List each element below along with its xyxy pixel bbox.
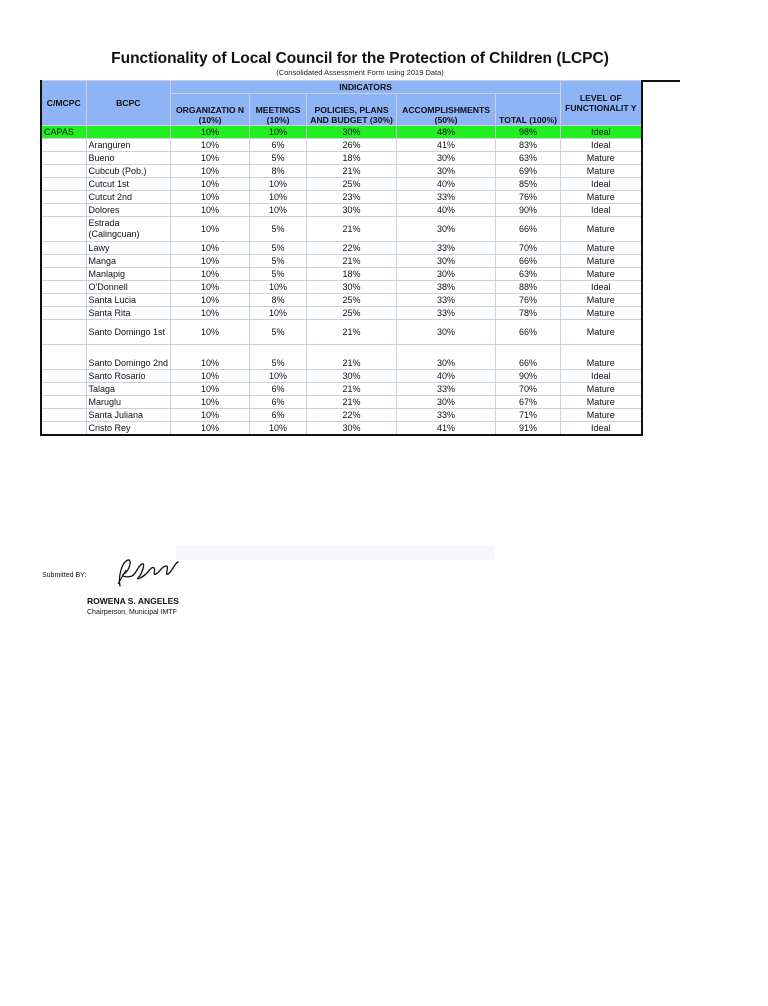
meetings-cell: 5%	[250, 320, 307, 345]
cmcpc-cell	[41, 281, 86, 294]
meetings-cell: 5%	[250, 152, 307, 165]
level-cell: Ideal	[561, 370, 642, 383]
cmcpc-cell	[41, 217, 86, 242]
cmcpc-cell	[41, 307, 86, 320]
table-row	[41, 152, 642, 165]
organization-cell: 10%	[171, 191, 250, 204]
bcpc-cell: Cutcut 1st	[86, 178, 171, 191]
cmcpc-cell	[41, 191, 86, 204]
policies-cell: 21%	[307, 320, 397, 345]
total-cell: 83%	[496, 139, 561, 152]
accomplishments-cell: 33%	[397, 242, 496, 255]
cmcpc-cell	[41, 320, 86, 345]
organization-cell: 10%	[171, 345, 250, 370]
signature-image	[112, 556, 184, 597]
accomplishments-cell: 40%	[397, 370, 496, 383]
policies-cell: 23%	[307, 191, 397, 204]
meetings-cell: 5%	[250, 268, 307, 281]
total-cell: 91%	[496, 422, 561, 436]
meetings-cell: 8%	[250, 165, 307, 178]
level-cell: Ideal	[561, 178, 642, 191]
table-row	[41, 345, 642, 370]
policies-cell: 30%	[307, 126, 397, 139]
level-cell: Ideal	[561, 126, 642, 139]
policies-cell: 25%	[307, 294, 397, 307]
bcpc-cell: Lawy	[86, 242, 171, 255]
table-row	[41, 281, 642, 294]
total-cell: 66%	[496, 345, 561, 370]
cmcpc-cell	[41, 204, 86, 217]
organization-cell: 10%	[171, 242, 250, 255]
level-cell: Mature	[561, 396, 642, 409]
accomplishments-cell: 41%	[397, 422, 496, 436]
organization-cell: 10%	[171, 255, 250, 268]
accomplishments-cell: 33%	[397, 409, 496, 422]
policies-cell: 21%	[307, 165, 397, 178]
level-cell: Ideal	[561, 281, 642, 294]
meetings-cell: 5%	[250, 255, 307, 268]
table-row	[41, 204, 642, 217]
organization-cell: 10%	[171, 409, 250, 422]
header-meetings: MEETINGS (10%)	[250, 94, 307, 126]
bcpc-cell: Manga	[86, 255, 171, 268]
accomplishments-cell: 30%	[397, 255, 496, 268]
signature-field-background	[176, 546, 494, 560]
total-cell: 66%	[496, 320, 561, 345]
level-cell: Mature	[561, 345, 642, 370]
organization-cell: 10%	[171, 204, 250, 217]
policies-cell: 25%	[307, 178, 397, 191]
organization-cell: 10%	[171, 152, 250, 165]
cmcpc-cell	[41, 178, 86, 191]
total-cell: 90%	[496, 370, 561, 383]
accomplishments-cell: 38%	[397, 281, 496, 294]
level-cell: Mature	[561, 320, 642, 345]
cmcpc-cell	[41, 242, 86, 255]
policies-cell: 22%	[307, 409, 397, 422]
organization-cell: 10%	[171, 281, 250, 294]
meetings-cell: 5%	[250, 345, 307, 370]
meetings-cell: 5%	[250, 217, 307, 242]
policies-cell: 21%	[307, 396, 397, 409]
bcpc-cell: Maruglu	[86, 396, 171, 409]
policies-cell: 21%	[307, 255, 397, 268]
meetings-cell: 6%	[250, 409, 307, 422]
level-cell: Mature	[561, 307, 642, 320]
total-cell: 76%	[496, 191, 561, 204]
policies-cell: 26%	[307, 139, 397, 152]
total-cell: 70%	[496, 242, 561, 255]
cmcpc-cell	[41, 139, 86, 152]
cmcpc-cell	[41, 294, 86, 307]
total-cell: 78%	[496, 307, 561, 320]
policies-cell: 30%	[307, 204, 397, 217]
table-row	[41, 370, 642, 383]
level-cell: Mature	[561, 268, 642, 281]
accomplishments-cell: 40%	[397, 204, 496, 217]
bcpc-cell: Estrada (Calingcuan)	[86, 217, 171, 242]
policies-cell: 18%	[307, 152, 397, 165]
bcpc-cell: Santa Lucia	[86, 294, 171, 307]
bcpc-cell: Cubcub (Pob.)	[86, 165, 171, 178]
cmcpc-cell	[41, 165, 86, 178]
total-cell: 70%	[496, 383, 561, 396]
level-cell: Ideal	[561, 422, 642, 436]
meetings-cell: 10%	[250, 191, 307, 204]
policies-cell: 30%	[307, 422, 397, 436]
bcpc-cell: Talaga	[86, 383, 171, 396]
accomplishments-cell: 30%	[397, 345, 496, 370]
document-subtitle: (Consolidated Assessment Form using 2019 Data)	[276, 68, 444, 77]
organization-cell: 10%	[171, 307, 250, 320]
accomplishments-cell: 33%	[397, 307, 496, 320]
policies-cell: 25%	[307, 307, 397, 320]
organization-cell: 10%	[171, 294, 250, 307]
level-cell: Mature	[561, 152, 642, 165]
header-cmcpc: C/MCPC	[41, 81, 86, 126]
bcpc-cell: Santa Rita	[86, 307, 171, 320]
accomplishments-cell: 30%	[397, 320, 496, 345]
submitted-by-label: Submitted BY:	[42, 572, 87, 579]
organization-cell: 10%	[171, 422, 250, 436]
document-title: Functionality of Local Council for the Protection of Children (LCPC)	[111, 50, 609, 67]
organization-cell: 10%	[171, 370, 250, 383]
bcpc-cell: Dolores	[86, 204, 171, 217]
accomplishments-cell: 30%	[397, 217, 496, 242]
organization-cell: 10%	[171, 126, 250, 139]
meetings-cell: 10%	[250, 307, 307, 320]
table-row	[41, 396, 642, 409]
bcpc-cell: Santo Domingo 1st	[86, 320, 171, 345]
table-row	[41, 320, 642, 345]
cmcpc-cell	[41, 409, 86, 422]
policies-cell: 22%	[307, 242, 397, 255]
level-cell: Mature	[561, 217, 642, 242]
table-row	[41, 178, 642, 191]
table-row	[41, 139, 642, 152]
level-cell: Mature	[561, 294, 642, 307]
accomplishments-cell: 41%	[397, 139, 496, 152]
header-indicators: INDICATORS	[171, 81, 561, 94]
meetings-cell: 10%	[250, 126, 307, 139]
meetings-cell: 10%	[250, 422, 307, 436]
table-row	[41, 217, 642, 242]
bcpc-cell: Santo Domingo 2nd	[86, 345, 171, 370]
meetings-cell: 6%	[250, 139, 307, 152]
signatory-role: Chairperson, Municipal IMTF	[87, 609, 177, 616]
table-row	[41, 268, 642, 281]
meetings-cell: 6%	[250, 396, 307, 409]
header-policies: POLICIES, PLANS AND BUDGET (30%)	[307, 94, 397, 126]
organization-cell: 10%	[171, 217, 250, 242]
policies-cell: 30%	[307, 370, 397, 383]
organization-cell: 10%	[171, 165, 250, 178]
level-cell: Mature	[561, 191, 642, 204]
accomplishments-cell: 48%	[397, 126, 496, 139]
total-cell: 90%	[496, 204, 561, 217]
policies-cell: 21%	[307, 345, 397, 370]
meetings-cell: 5%	[250, 242, 307, 255]
table-row	[41, 409, 642, 422]
signatory-name: ROWENA S. ANGELES	[87, 596, 179, 606]
table-row	[41, 191, 642, 204]
cmcpc-cell: CAPAS	[41, 126, 86, 139]
bcpc-cell: Manlapig	[86, 268, 171, 281]
accomplishments-cell: 30%	[397, 396, 496, 409]
organization-cell: 10%	[171, 268, 250, 281]
table-row	[41, 383, 642, 396]
total-cell: 63%	[496, 268, 561, 281]
cmcpc-cell	[41, 396, 86, 409]
table-body	[41, 126, 642, 436]
cmcpc-cell	[41, 383, 86, 396]
bcpc-cell: Aranguren	[86, 139, 171, 152]
bcpc-cell: Cutcut 2nd	[86, 191, 171, 204]
header-organization: ORGANIZATIO N (10%)	[171, 94, 250, 126]
cmcpc-cell	[41, 152, 86, 165]
level-cell: Mature	[561, 242, 642, 255]
meetings-cell: 6%	[250, 383, 307, 396]
table-row	[41, 307, 642, 320]
bcpc-cell: Santo Rosario	[86, 370, 171, 383]
total-cell: 63%	[496, 152, 561, 165]
table-row	[41, 126, 642, 139]
organization-cell: 10%	[171, 383, 250, 396]
accomplishments-cell: 30%	[397, 268, 496, 281]
table-row	[41, 294, 642, 307]
accomplishments-cell: 30%	[397, 152, 496, 165]
header-bcpc: BCPC	[86, 81, 171, 126]
lcpc-table	[40, 80, 643, 436]
bcpc-cell: Bueno	[86, 152, 171, 165]
bcpc-cell: Cristo Rey	[86, 422, 171, 436]
total-cell: 76%	[496, 294, 561, 307]
cmcpc-cell	[41, 268, 86, 281]
total-cell: 88%	[496, 281, 561, 294]
meetings-cell: 10%	[250, 281, 307, 294]
table-row	[41, 255, 642, 268]
cmcpc-cell	[41, 255, 86, 268]
policies-cell: 30%	[307, 281, 397, 294]
organization-cell: 10%	[171, 320, 250, 345]
accomplishments-cell: 30%	[397, 165, 496, 178]
organization-cell: 10%	[171, 396, 250, 409]
header-accomplishments: ACCOMPLISHMENTS (50%)	[397, 94, 496, 126]
total-cell: 98%	[496, 126, 561, 139]
level-cell: Ideal	[561, 204, 642, 217]
total-cell: 66%	[496, 255, 561, 268]
meetings-cell: 10%	[250, 178, 307, 191]
policies-cell: 18%	[307, 268, 397, 281]
total-cell: 66%	[496, 217, 561, 242]
table-row	[41, 422, 642, 436]
meetings-cell: 10%	[250, 204, 307, 217]
bcpc-cell	[86, 126, 171, 139]
cmcpc-cell	[41, 345, 86, 370]
total-cell: 69%	[496, 165, 561, 178]
accomplishments-cell: 33%	[397, 294, 496, 307]
level-cell: Mature	[561, 165, 642, 178]
cmcpc-cell	[41, 370, 86, 383]
header-total: TOTAL (100%)	[496, 94, 561, 126]
bcpc-cell: Santa Juliana	[86, 409, 171, 422]
level-cell: Mature	[561, 409, 642, 422]
accomplishments-cell: 40%	[397, 178, 496, 191]
bcpc-cell: O'Donnell	[86, 281, 171, 294]
organization-cell: 10%	[171, 139, 250, 152]
cmcpc-cell	[41, 422, 86, 436]
level-cell: Mature	[561, 255, 642, 268]
total-cell: 71%	[496, 409, 561, 422]
level-cell: Mature	[561, 383, 642, 396]
table-row	[41, 165, 642, 178]
level-cell: Ideal	[561, 139, 642, 152]
accomplishments-cell: 33%	[397, 383, 496, 396]
header-level: LEVEL OF FUNCTIONALIT Y	[561, 81, 642, 126]
policies-cell: 21%	[307, 217, 397, 242]
policies-cell: 21%	[307, 383, 397, 396]
meetings-cell: 10%	[250, 370, 307, 383]
table-row	[41, 242, 642, 255]
total-cell: 85%	[496, 178, 561, 191]
meetings-cell: 8%	[250, 294, 307, 307]
organization-cell: 10%	[171, 178, 250, 191]
total-cell: 67%	[496, 396, 561, 409]
accomplishments-cell: 33%	[397, 191, 496, 204]
